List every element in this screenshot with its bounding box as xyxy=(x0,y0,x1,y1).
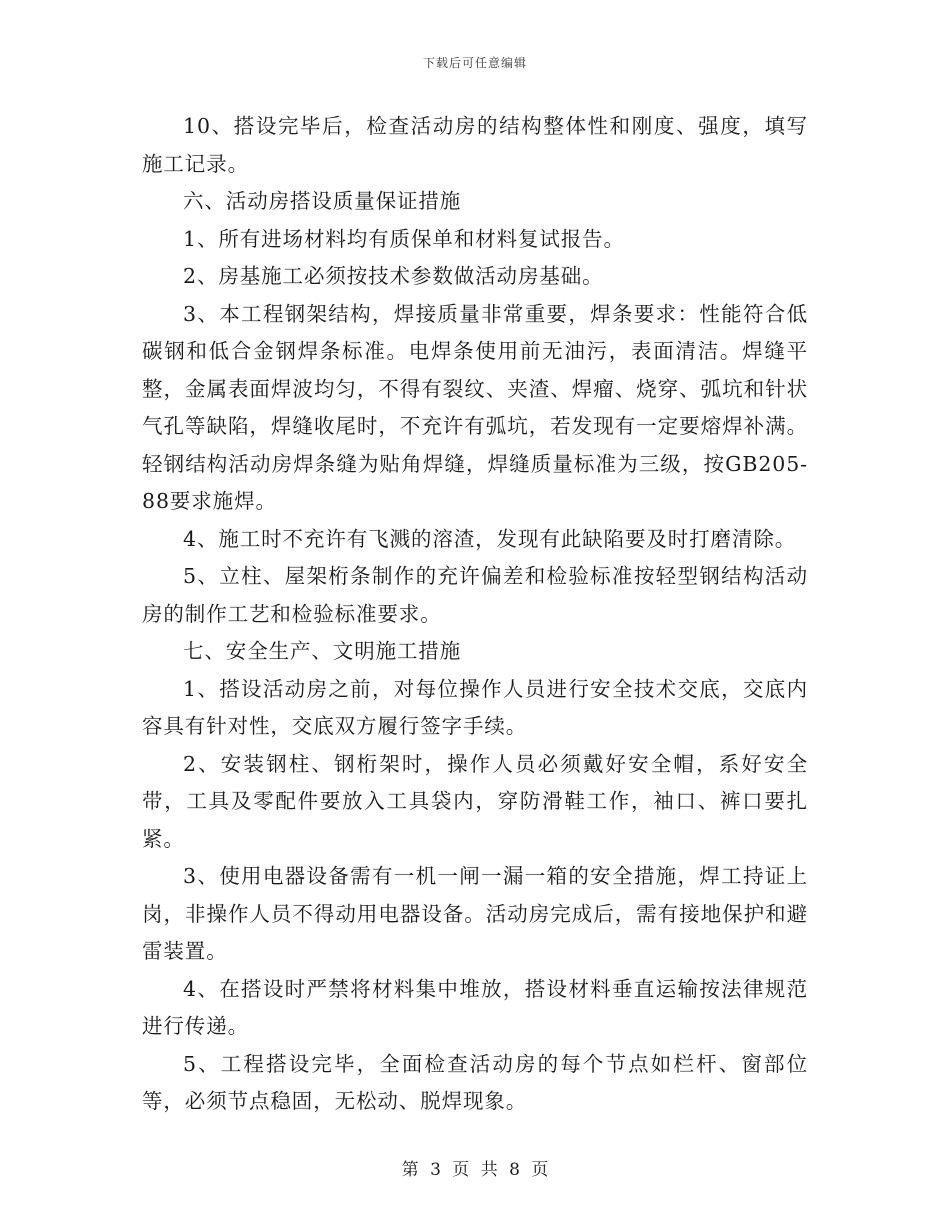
page-header: 下载后可任意编辑 xyxy=(422,56,527,70)
paragraph-quality-2: 2、房基施工必须按技术参数做活动房基础。 xyxy=(183,264,604,288)
paragraph-safety-1: 1、搭设活动房之前，对每位操作人员进行安全技术交底，交底内容具有针对性，交底双方履行签字手续。 xyxy=(142,676,808,738)
paragraph-quality-3: 3、本工程钢架结构，焊接质量非常重要，焊条要求：性能符合低碳钢和低合金钢焊条标准。电焊条使用前无油污，表面清洁。焊缝平整，金属表面焊波均匀，不得有裂纹、夹渣、焊瘤、烧穿、弧坑和针状气孔等缺陷，焊缝收尾时，不充许有弧坑，若发现有一定要熔焊补满。轻钢结构活动房焊条缝为贴角焊缝，焊缝质量标准为三级，按GB205-88要求施焊。 xyxy=(142,301,808,513)
paragraph-quality-1: 1、所有进场材料均有质保单和材料复试报告。 xyxy=(183,226,625,251)
section-heading-quality: 六、活动房搭设质量保证措施 xyxy=(183,189,462,213)
document-body xyxy=(142,108,808,1121)
paragraph-safety-4: 4、在搭设时严禁将材料集中堆放，搭设材料垂直运输按法律规范进行传递。 xyxy=(142,976,808,1038)
paragraph-quality-4: 4、施工时不充许有飞溅的溶渣，发现有此缺陷要及时打磨清除。 xyxy=(183,526,797,551)
section-heading-safety: 七、安全生产、文明施工措施 xyxy=(183,639,462,663)
paragraph-safety-2: 2、安装钢柱、钢桁架时，操作人员必须戴好安全帽，系好安全带，工具及零配件要放入工具袋内，穿防滑鞋工作，袖口、裤口要扎紧。 xyxy=(142,751,808,851)
paragraph-safety-5: 5、工程搭设完毕，全面检查活动房的每个节点如栏杆、窗部位等，必须节点稳固，无松动、脱焊现象。 xyxy=(142,1051,808,1113)
paragraph-safety-3: 3、使用电器设备需有一机一闸一漏一箱的安全措施，焊工持证上岗，非操作人员不得动用电器设备。活动房完成后，需有接地保护和避雷装置。 xyxy=(142,864,808,963)
paragraph-item-10: 10、搭设完毕后，检查活动房的结构整体性和刚度、强度，填写施工记录。 xyxy=(142,114,808,176)
paragraph-quality-5: 5、立柱、屋架桁条制作的充许偏差和检验标准按轻型钢结构活动房的制作工艺和检验标准要求。 xyxy=(142,564,808,626)
page-number-footer: 第 3 页 共 8 页 xyxy=(401,1160,549,1180)
